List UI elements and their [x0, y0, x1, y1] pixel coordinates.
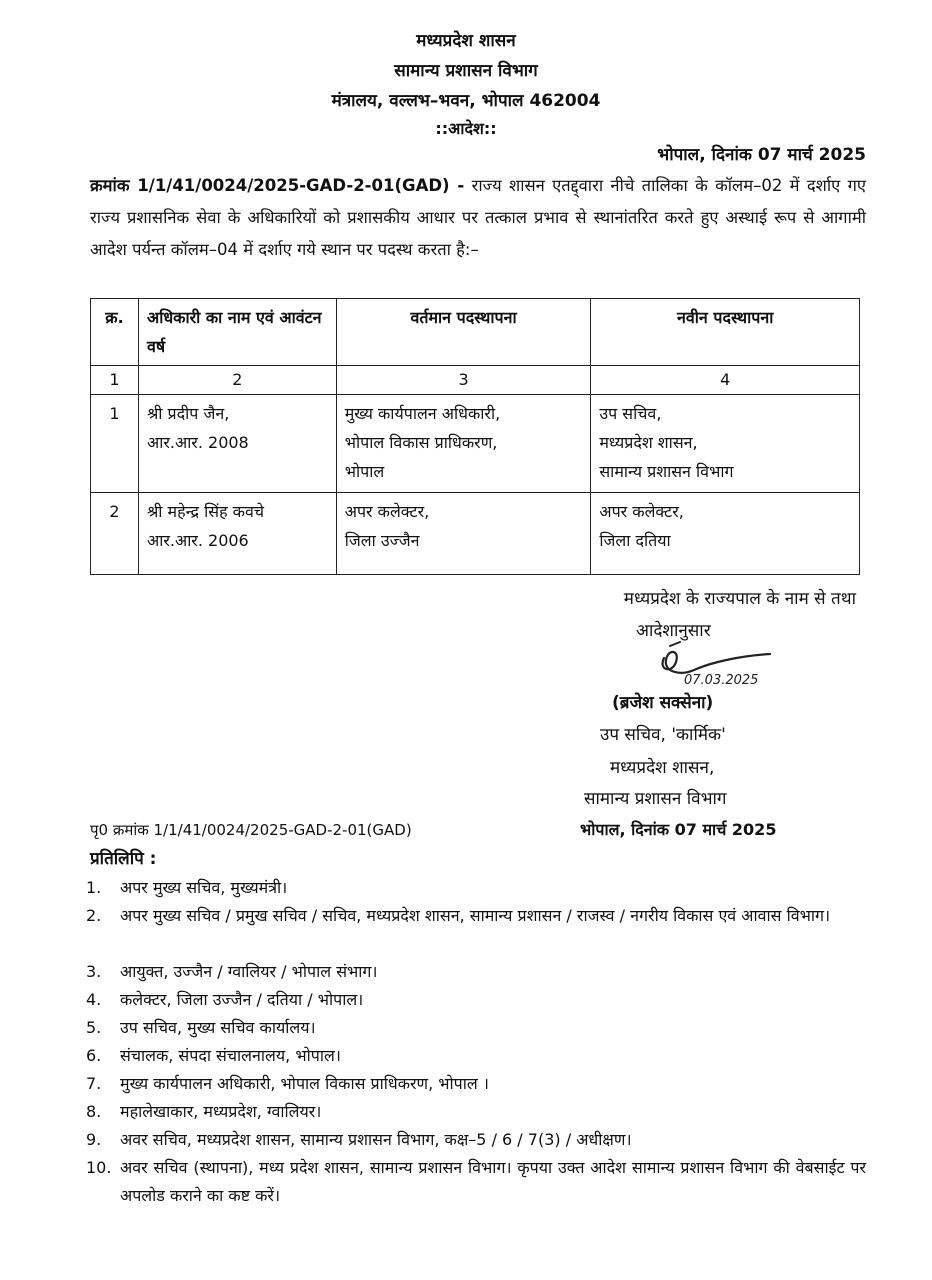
list-item-text: कलेक्टर, जिला उज्जैन / दतिया / भोपाल। — [120, 990, 364, 1009]
order-heading: ::आदेश:: — [435, 119, 497, 138]
header-department: सामान्य प्रशासन विभाग — [394, 61, 538, 81]
list-item-number: 9. — [86, 1130, 102, 1149]
table-row — [91, 493, 860, 575]
order-date: भोपाल, दिनांक 07 मार्च 2025 — [657, 145, 866, 165]
header-address: मंत्रालय, वल्लभ–भवन, भोपाल 462004 — [331, 91, 601, 111]
list-item-text: अवर सचिव, मध्यप्रदेश शासन, सामान्य प्रशासन विभाग, कक्ष–5 / 6 / 7(3) / अधीक्षण। — [120, 1130, 632, 1149]
signature-date: 07.03.2025 — [684, 673, 759, 688]
new-line: मध्यप्रदेश शासन, — [599, 433, 698, 452]
list-item-number: 3. — [86, 962, 102, 981]
header-current-posting: वर्तमान पदस्थापना — [336, 299, 591, 366]
list-item-number: 10. — [86, 1158, 112, 1177]
row-new-posting — [591, 493, 860, 575]
endorsement-date: भोपाल, दिनांक 07 मार्च 2025 — [580, 820, 777, 839]
posting-table — [90, 298, 860, 575]
order-paragraph — [90, 170, 866, 266]
current-line: भोपाल विकास प्राधिकरण, — [344, 433, 498, 452]
header-new-posting: नवीन पदस्थापना — [591, 299, 860, 366]
header-govt: मध्यप्रदेश शासन — [416, 31, 516, 51]
signatory-org-2: सामान्य प्रशासन विभाग — [584, 789, 727, 809]
signatory-name: (ब्रजेश सक्सेना) — [612, 693, 714, 713]
list-item-text: अपर मुख्य सचिव / प्रमुख सचिव / सचिव, मध्यप्रदेश शासन, सामान्य प्रशासन / राजस्व / नगरीय विकास एवं आवास विभाग। — [120, 906, 831, 925]
list-item-number: 6. — [86, 1046, 102, 1065]
new-line: अपर कलेक्टर, — [599, 502, 684, 521]
officer-batch: आर.आर. 2008 — [146, 433, 249, 452]
list-item-number: 8. — [86, 1102, 102, 1121]
order-reference: क्रमांक 1/1/41/0024/2025-GAD-2-01(GAD) - — [90, 176, 465, 195]
current-line: भोपाल — [344, 462, 385, 481]
current-line: अपर कलेक्टर, — [344, 502, 430, 521]
row-sno: 1 — [91, 395, 139, 493]
handwritten-signature — [650, 640, 810, 692]
list-item-text: अवर सचिव (स्थापना), मध्य प्रदेश शासन, सामान्य प्रशासन विभाग। कृपया उक्त आदेश सामान्य प्रशासन विभाग की वेबसाईट पर अपलोड कराने का कष्ट करें। — [120, 1158, 866, 1205]
officer-name: श्री प्रदीप जैन, — [146, 404, 230, 423]
row-officer — [138, 493, 336, 575]
list-item-text: आयुक्त, उज्जैन / ग्वालियर / भोपाल संभाग। — [120, 962, 378, 981]
row-sno: 2 — [91, 493, 139, 575]
officer-batch: आर.आर. 2006 — [146, 531, 249, 550]
table-header-row — [91, 299, 860, 366]
current-line: मुख्य कार्यपालन अधिकारी, — [344, 404, 501, 423]
header-officer-name: अधिकारी का नाम एवं आवंटन वर्ष — [138, 299, 336, 366]
colnum-2: 2 — [138, 366, 336, 395]
table-colnum-row — [91, 366, 860, 395]
list-item-text: महालेखाकार, मध्यप्रदेश, ग्वालियर। — [120, 1102, 322, 1121]
new-line: जिला दतिया — [599, 531, 671, 550]
officer-name: श्री महेन्द्र सिंह कवचे — [146, 502, 265, 521]
new-line: सामान्य प्रशासन विभाग — [599, 462, 734, 481]
copy-heading: प्रतिलिपि : — [90, 849, 157, 869]
list-item-text: अपर मुख्य सचिव, मुख्यमंत्री। — [120, 878, 288, 897]
row-current-posting — [336, 493, 591, 575]
colnum-4: 4 — [591, 366, 860, 395]
by-order-line-2: आदेशानुसार — [636, 621, 711, 641]
list-item-number: 2. — [86, 906, 102, 925]
colnum-1: 1 — [91, 366, 139, 395]
colnum-3: 3 — [336, 366, 591, 395]
by-order-line-1: मध्यप्रदेश के राज्यपाल के नाम से तथा — [623, 589, 856, 609]
list-item-number: 7. — [86, 1074, 102, 1093]
header-sno: क्र. — [91, 299, 139, 366]
endorsement-ref: पृ0 क्रमांक 1/1/41/0024/2025-GAD-2-01(GAD) — [90, 821, 412, 839]
table-row — [91, 395, 860, 493]
list-item-text: मुख्य कार्यपालन अधिकारी, भोपाल विकास प्राधिकरण, भोपाल । — [120, 1074, 489, 1093]
signatory-org-1: मध्यप्रदेश शासन, — [610, 758, 715, 778]
new-line: उप सचिव, — [599, 404, 662, 423]
list-item-text: उप सचिव, मुख्य सचिव कार्यालय। — [120, 1018, 316, 1037]
row-current-posting — [336, 395, 591, 493]
order-body: राज्य शासन एतद्द्वारा नीचे तालिका के कॉलम–02 में दर्शाए गए राज्य प्रशासनिक सेवा के अधिकारियों को प्रशासकीय आधार पर तत्काल प्रभाव से स्थानांतरित करते हुए अस्थाई रूप से आगामी आदेश पर्यन्त कॉलम–04 में दर्शाए गये स्थान पर पदस्थ करता है:– — [90, 176, 866, 259]
list-item-text: संचालक, संपदा संचालनालय, भोपाल। — [120, 1046, 341, 1065]
signatory-designation: उप सचिव, 'कार्मिक' — [600, 725, 726, 745]
row-new-posting — [591, 395, 860, 493]
list-item-number: 5. — [86, 1018, 102, 1037]
row-officer — [138, 395, 336, 493]
current-line: जिला उज्जैन — [344, 531, 420, 550]
list-item-number: 4. — [86, 990, 102, 1009]
list-item-number: 1. — [86, 878, 102, 897]
